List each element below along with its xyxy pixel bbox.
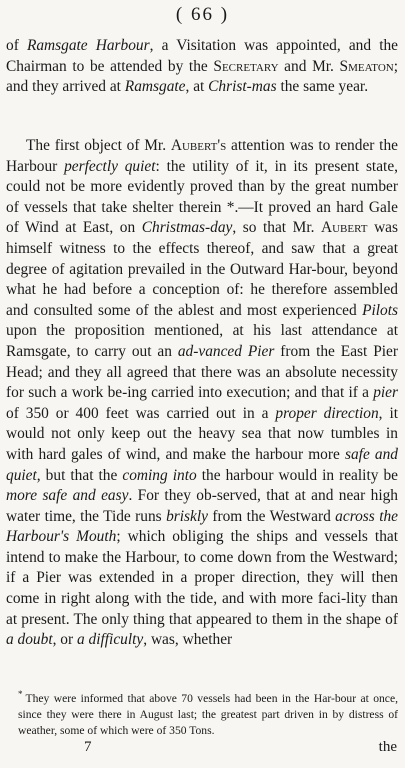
signature-mark: 7 — [84, 739, 92, 755]
italic-run: across the Harbour's Mouth — [6, 507, 398, 546]
italic-run: coming into — [122, 466, 197, 484]
italic-run: a difficulty — [76, 631, 144, 649]
italic-run: Pilots — [362, 301, 398, 319]
main-paragraph — [6, 136, 398, 651]
italic-run: Ramsgate — [124, 78, 186, 96]
small-caps-run: Aubert's — [170, 137, 227, 154]
opening-paragraph — [6, 36, 398, 98]
footnote-text: They were informed that above 70 vessels had been in the Har-bour at once, since they were there in August last; the greatest part driven in by distress of weather, some of which were of 350 Tons. — [18, 691, 399, 737]
italic-run: safe and quiet — [6, 445, 398, 484]
catchword: the — [378, 739, 397, 755]
italic-run: Christ- — [208, 78, 252, 96]
italic-run: mas — [251, 78, 277, 96]
small-caps-run: Aubert — [321, 219, 368, 237]
italic-run: pier — [373, 384, 398, 402]
paragraph-text: The first object of Mr. Aubert's attention was to render the Harbour perfectly quiet: the utility of it, in its present state, could not be more evidently proved than by the great number of vessels that take shelter therein *.—It proved an hard Gale of Wind at East, on Christmas-day, so that Mr. Aubert was himself witness to the effects thereof, and saw that a great degree of agitation prevailed in the Outward Har-bour, beyond what he had before a conception of: he therefore assembled and consulted some of the ablest and most experienced Pilots upon the proposition mentioned, at his last attendance at Ramsgate, to carry out an ad-vanced Pier from the East Pier Head; and they all agreed that there was an absolute necessity for such a work be-ing carried into execution; and that if a pier of 350 or 400 feet was carried out in a proper direction, it would not only keep out the heavy sea that now tumbles in with hard gales of wind, and make the harbour more safe and quiet, but that the coming into the harbour would in reality be more safe and easy. For they ob-served, that at and near high water time, the Tide runs briskly from the Westward across the Harbour's Mouth; which obliging the ships and vessels that intend to make the Harbour, to come down from the Westward; if a Pier was extended in a proper direction, they will then come in right along with the tide, and with more faci-lity than at present. The only thing that appeared to them in the shape of a doubt, or a difficulty, was, whether — [6, 137, 399, 649]
small-caps-run: Secretary — [213, 57, 279, 75]
footnote-marker: * — [18, 689, 23, 699]
page-number: ( 66 ) — [175, 4, 230, 25]
small-caps-run: Smeaton — [339, 57, 394, 75]
footnote — [18, 686, 398, 739]
italic-run: proper direction — [275, 404, 379, 422]
italic-run: Ramsgate Harbour — [26, 37, 150, 54]
italic-run: vanced Pier — [198, 342, 275, 360]
italic-run: briskly — [166, 507, 208, 525]
italic-run: ad- — [177, 342, 199, 360]
italic-run: perfectly quiet — [64, 157, 156, 175]
italic-run: a doubt — [6, 631, 53, 649]
italic-run: more safe and easy — [6, 487, 129, 505]
paragraph-text: of Ramsgate Harbour, a Visitation was appointed, and the Chairman to be attended by the Secretary and Mr. Smeaton; and they arrived at Ramsgate, at Christ-mas the same year. — [6, 37, 398, 96]
italic-run: Christmas-day — [141, 219, 233, 237]
